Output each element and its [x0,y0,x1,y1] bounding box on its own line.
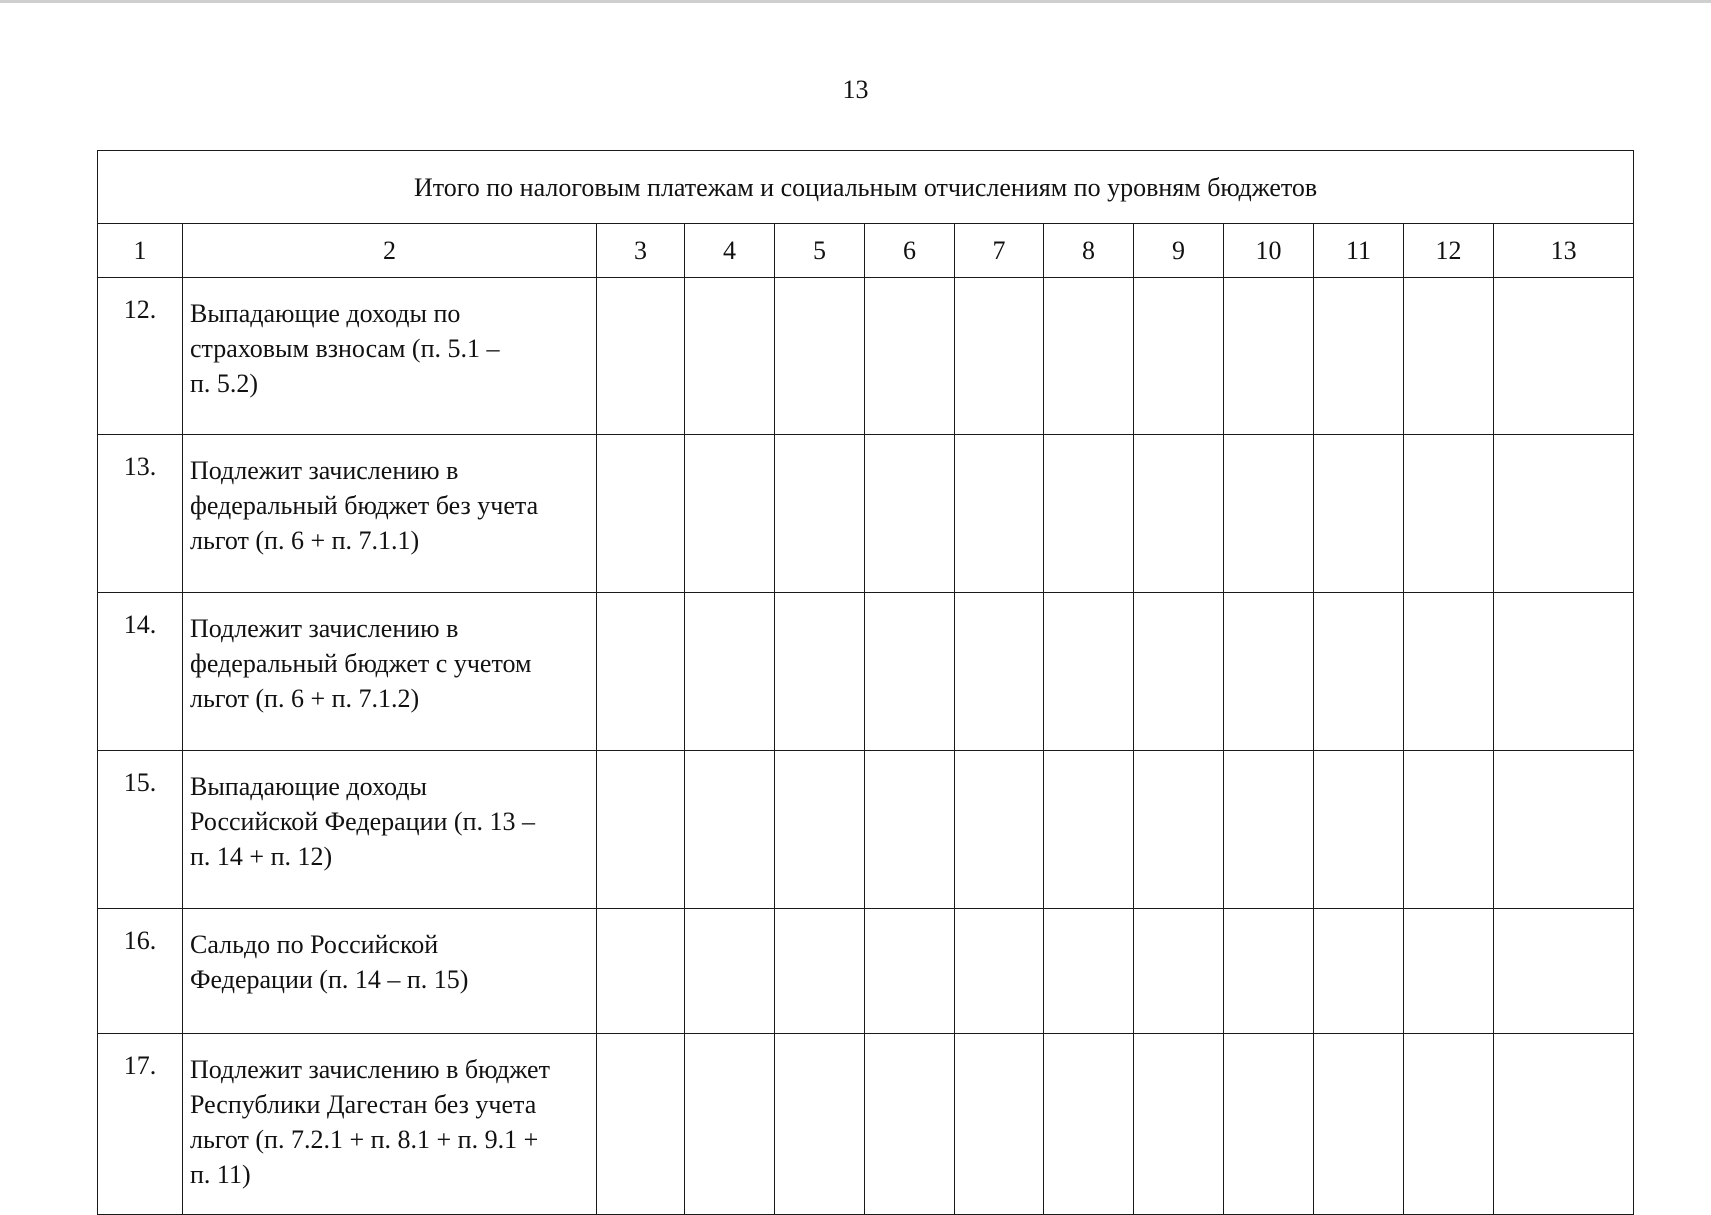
value-cell [685,435,775,593]
scan-edge [0,0,1711,3]
column-number: 4 [685,224,775,278]
value-cell [1314,909,1404,1034]
value-cell [775,593,865,751]
column-number: 11 [1314,224,1404,278]
value-cell [1404,909,1494,1034]
value-cell [775,1034,865,1215]
value-cell [1314,1034,1404,1215]
row-number: 14. [98,593,183,751]
column-number: 2 [183,224,597,278]
column-number: 5 [775,224,865,278]
value-cell [1494,278,1634,435]
table-title: Итого по налоговым платежам и социальным отчислениям по уровням бюджетов [98,151,1634,224]
value-cell [685,593,775,751]
value-cell [685,278,775,435]
value-cell [597,751,685,909]
value-cell [955,1034,1044,1215]
value-cell [1404,1034,1494,1215]
column-number: 7 [955,224,1044,278]
value-cell [1224,278,1314,435]
value-cell [597,278,685,435]
value-cell [1224,1034,1314,1215]
value-cell [865,1034,955,1215]
value-cell [1224,435,1314,593]
value-cell [1134,751,1224,909]
value-cell [1044,909,1134,1034]
column-number: 12 [1404,224,1494,278]
value-cell [1494,1034,1634,1215]
value-cell [1134,278,1224,435]
value-cell [1404,593,1494,751]
row-number: 12. [98,278,183,435]
column-number: 6 [865,224,955,278]
value-cell [685,751,775,909]
row-label: Выпадающие доходы по страховым взносам (п. 5.1 – п. 5.2) [183,278,597,435]
value-cell [1044,435,1134,593]
value-cell [955,593,1044,751]
value-cell [1044,1034,1134,1215]
value-cell [865,278,955,435]
value-cell [865,593,955,751]
value-cell [775,435,865,593]
value-cell [597,1034,685,1215]
value-cell [1404,435,1494,593]
column-number: 3 [597,224,685,278]
table-row [98,593,1634,751]
row-number: 16. [98,909,183,1034]
value-cell [1044,593,1134,751]
value-cell [865,751,955,909]
row-label: Подлежит зачислению в федеральный бюджет без учета льгот (п. 6 + п. 7.1.1) [183,435,597,593]
table-row [98,909,1634,1034]
table-title-row [98,151,1634,224]
value-cell [597,593,685,751]
column-number: 10 [1224,224,1314,278]
row-label: Сальдо по Российской Федерации (п. 14 – п. 15) [183,909,597,1034]
value-cell [1134,909,1224,1034]
value-cell [1494,593,1634,751]
value-cell [685,1034,775,1215]
value-cell [1314,751,1404,909]
row-label: Подлежит зачислению в федеральный бюджет с учетом льгот (п. 6 + п. 7.1.2) [183,593,597,751]
value-cell [597,909,685,1034]
row-label: Выпадающие доходы Российской Федерации (п. 13 – п. 14 + п. 12) [183,751,597,909]
value-cell [1404,278,1494,435]
value-cell [1314,435,1404,593]
column-number: 9 [1134,224,1224,278]
value-cell [1494,751,1634,909]
row-number: 15. [98,751,183,909]
value-cell [1044,751,1134,909]
value-cell [775,751,865,909]
value-cell [1494,909,1634,1034]
table-row [98,278,1634,435]
value-cell [1134,593,1224,751]
table-row [98,435,1634,593]
value-cell [955,751,1044,909]
row-number: 17. [98,1034,183,1215]
value-cell [865,435,955,593]
value-cell [1404,751,1494,909]
value-cell [1224,593,1314,751]
value-cell [685,909,775,1034]
table-row [98,1034,1634,1215]
value-cell [1134,435,1224,593]
value-cell [1314,593,1404,751]
value-cell [775,278,865,435]
page-number: 13 [842,75,869,104]
column-number: 1 [98,224,183,278]
value-cell [955,435,1044,593]
value-cell [597,435,685,593]
value-cell [775,909,865,1034]
value-cell [955,278,1044,435]
column-number-row [98,224,1634,278]
value-cell [1044,278,1134,435]
column-number: 8 [1044,224,1134,278]
value-cell [1494,435,1634,593]
value-cell [1224,751,1314,909]
value-cell [1134,1034,1224,1215]
value-cell [955,909,1044,1034]
row-label: Подлежит зачислению в бюджет Республики Дагестан без учета льгот (п. 7.2.1 + п. 8.1 + п. 9.1 + п. 11) [183,1034,597,1215]
value-cell [865,909,955,1034]
row-number: 13. [98,435,183,593]
column-number: 13 [1494,224,1634,278]
value-cell [1314,278,1404,435]
budget-summary-table [97,150,1634,1215]
value-cell [1224,909,1314,1034]
table-row [98,751,1634,909]
